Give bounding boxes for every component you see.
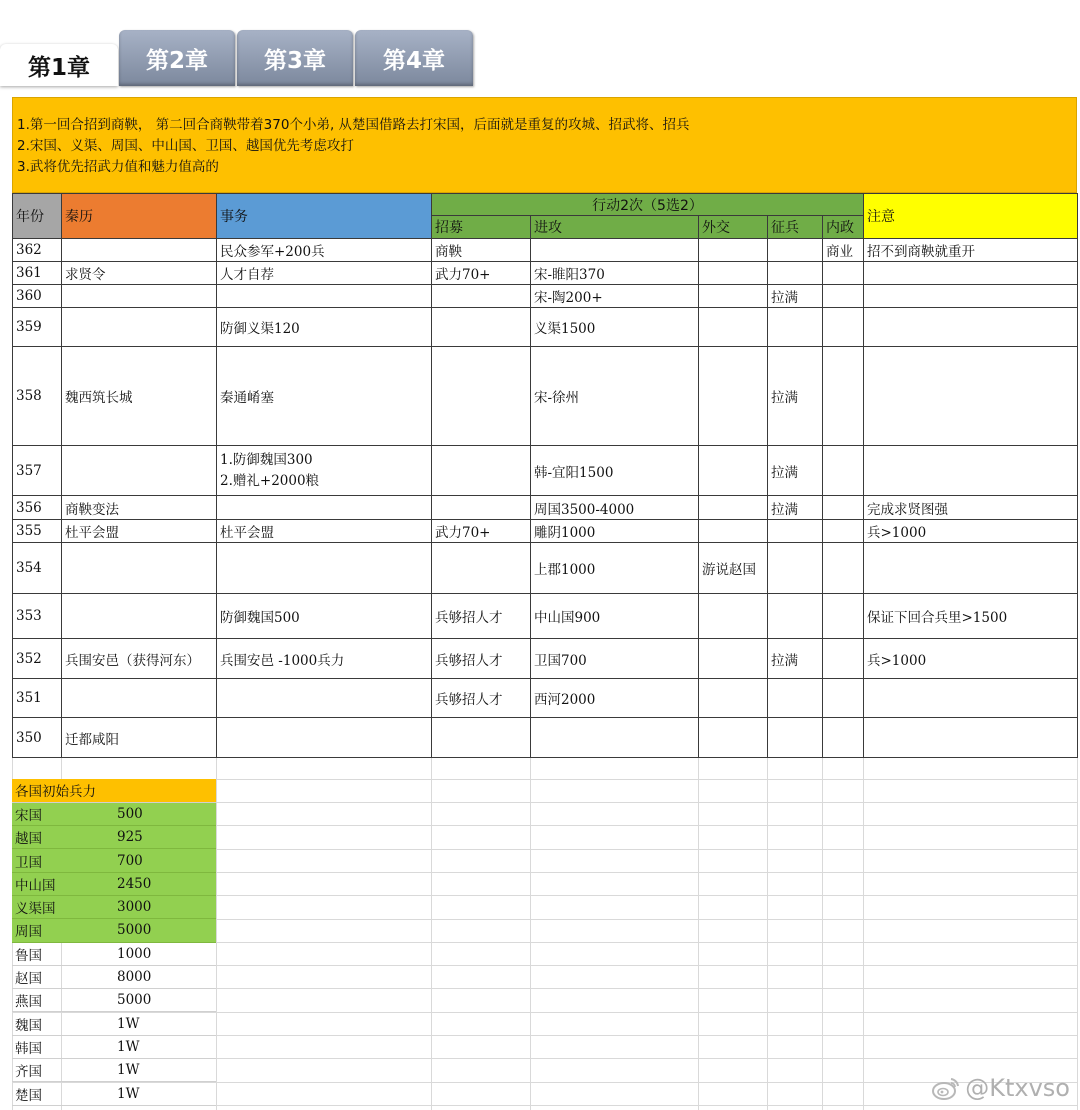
cell-conscript: [768, 262, 823, 285]
cell-note: [864, 262, 1078, 285]
tab-chapter-2[interactable]: 第2章: [119, 30, 235, 86]
cell-diplomacy: [699, 718, 768, 758]
cell-diplomacy: [699, 347, 768, 446]
cell-year: 350: [13, 718, 62, 758]
cell-year: 356: [13, 496, 62, 520]
cell-internal: [823, 543, 864, 594]
table-row: [13, 262, 1078, 285]
strategy-notes: [12, 97, 1077, 193]
tab-chapter-3[interactable]: 第3章: [237, 30, 353, 86]
cell-event: [217, 718, 432, 758]
list-item: [12, 1035, 216, 1058]
cell-attack: 周国3500-4000: [531, 496, 699, 520]
cell-year: 351: [13, 679, 62, 718]
cell-note: [864, 347, 1078, 446]
cell-qin: [62, 543, 217, 594]
cell-internal: [823, 446, 864, 496]
cell-note: 兵>1000: [864, 639, 1078, 679]
cell-qin: [62, 239, 217, 262]
state-name: 宋国: [12, 802, 114, 825]
cell-conscript: 拉满: [768, 446, 823, 496]
state-troops: 1W: [114, 1059, 216, 1082]
cell-note: 兵>1000: [864, 520, 1078, 543]
list-item: [12, 895, 216, 918]
cell-recruit: [432, 543, 531, 594]
cell-internal: 商业: [823, 239, 864, 262]
cell-diplomacy: [699, 239, 768, 262]
state-troops: 1W: [114, 1082, 216, 1105]
header-qin-calendar: 秦历: [62, 194, 217, 239]
cell-event: 防御魏国500: [217, 594, 432, 639]
cell-note: [864, 718, 1078, 758]
cell-event: [217, 446, 432, 496]
cell-note: [864, 308, 1078, 347]
state-name: 楚国: [12, 1082, 114, 1105]
cell-qin: [62, 308, 217, 347]
state-troops: 1000: [114, 942, 216, 965]
cell-attack: 韩-宜阳1500: [531, 446, 699, 496]
cell-conscript: [768, 239, 823, 262]
cell-qin: [62, 446, 217, 496]
table-row: [13, 496, 1078, 520]
state-troops: 1W: [114, 1035, 216, 1058]
list-item: [12, 826, 216, 849]
header-attack: 进攻: [531, 216, 699, 239]
cell-conscript: [768, 679, 823, 718]
cell-qin: 商鞅变法: [62, 496, 217, 520]
cell-note: [864, 679, 1078, 718]
cell-event: 杜平会盟: [217, 520, 432, 543]
list-item: [12, 1082, 216, 1105]
cell-recruit: 兵够招人才: [432, 639, 531, 679]
table-row: [13, 543, 1078, 594]
cell-internal: [823, 347, 864, 446]
cell-conscript: 拉满: [768, 285, 823, 308]
cell-event: [217, 679, 432, 718]
header-internal: 内政: [823, 216, 864, 239]
cell-note: 完成求贤图强: [864, 496, 1078, 520]
cell-qin: 兵围安邑（获得河东）: [62, 639, 217, 679]
state-troops: 5000: [114, 919, 216, 942]
cell-conscript: [768, 520, 823, 543]
cell-conscript: 拉满: [768, 347, 823, 446]
cell-conscript: [768, 308, 823, 347]
cell-event: 民众参军+200兵: [217, 239, 432, 262]
state-troops: 3000: [114, 895, 216, 918]
cell-event: [217, 543, 432, 594]
cell-internal: [823, 639, 864, 679]
state-name: 中山国: [12, 872, 114, 895]
cell-note: [864, 446, 1078, 496]
cell-conscript: [768, 718, 823, 758]
cell-diplomacy: [699, 679, 768, 718]
table-row: [13, 679, 1078, 718]
cell-qin: [62, 285, 217, 308]
cell-year: 359: [13, 308, 62, 347]
note-line-1: 1.第一回合招到商鞅， 第二回合商鞅带着370个小弟, 从楚国借路去打宋国，后面就是重复的攻城、招武将、招兵: [17, 117, 690, 133]
state-name: 燕国: [12, 989, 114, 1012]
table-row: [13, 639, 1078, 679]
list-item: [12, 919, 216, 942]
header-recruit: 招募: [432, 216, 531, 239]
cell-qin: [62, 679, 217, 718]
initial-forces-table: [12, 779, 216, 1106]
strategy-table: [12, 193, 1078, 758]
table-row: [13, 520, 1078, 543]
state-troops: 500: [114, 802, 216, 825]
cell-year: 360: [13, 285, 62, 308]
state-troops: 5000: [114, 989, 216, 1012]
cell-note: [864, 285, 1078, 308]
state-troops: 1W: [114, 1012, 216, 1035]
note-line-2: 2.宋国、义渠、周国、中山国、卫国、越国优先考虑攻打: [17, 138, 354, 154]
cell-recruit: [432, 718, 531, 758]
cell-year: 354: [13, 543, 62, 594]
cell-event: [217, 285, 432, 308]
cell-internal: [823, 718, 864, 758]
header-diplomacy: 外交: [699, 216, 768, 239]
cell-recruit: 武力70+: [432, 262, 531, 285]
cell-attack: 西河2000: [531, 679, 699, 718]
cell-qin: 迁都咸阳: [62, 718, 217, 758]
table-row: [13, 718, 1078, 758]
cell-note: [864, 543, 1078, 594]
cell-recruit: [432, 308, 531, 347]
table-row: [13, 308, 1078, 347]
cell-recruit: [432, 285, 531, 308]
state-name: 鲁国: [12, 942, 114, 965]
cell-event: 防御义渠120: [217, 308, 432, 347]
list-item: [12, 1012, 216, 1035]
cell-year: 353: [13, 594, 62, 639]
cell-year: 362: [13, 239, 62, 262]
cell-internal: [823, 308, 864, 347]
header-note: 注意: [864, 194, 1078, 239]
cell-note: 招不到商鞅就重开: [864, 239, 1078, 262]
state-name: 魏国: [12, 1012, 114, 1035]
cell-internal: [823, 262, 864, 285]
state-name: 赵国: [12, 965, 114, 988]
header-year: 年份: [13, 194, 62, 239]
cell-qin: 魏西筑长城: [62, 347, 217, 446]
cell-internal: [823, 496, 864, 520]
tab-chapter-1[interactable]: 第1章: [0, 44, 118, 86]
forces-title: 各国初始兵力: [12, 779, 216, 802]
list-item: [12, 872, 216, 895]
state-name: 周国: [12, 919, 114, 942]
cell-conscript: [768, 594, 823, 639]
weibo-icon: [931, 1075, 961, 1101]
event-line-1: 1.防御魏国300: [220, 451, 313, 468]
table-row: [13, 239, 1078, 262]
header-event: 事务: [217, 194, 432, 239]
cell-diplomacy: [699, 594, 768, 639]
cell-diplomacy: [699, 262, 768, 285]
event-line-2: 2.赠礼+2000粮: [220, 472, 320, 489]
cell-event: 人才自荐: [217, 262, 432, 285]
cell-attack: [531, 718, 699, 758]
cell-year: 358: [13, 347, 62, 446]
cell-attack: [531, 239, 699, 262]
note-line-3: 3.武将优先招武力值和魅力值高的: [17, 159, 219, 175]
cell-conscript: 拉满: [768, 496, 823, 520]
cell-recruit: 武力70+: [432, 520, 531, 543]
cell-qin: 求贤令: [62, 262, 217, 285]
table-row: [13, 347, 1078, 446]
watermark-handle: @Ktxvso: [965, 1074, 1070, 1102]
cell-recruit: [432, 446, 531, 496]
cell-recruit: 兵够招人才: [432, 679, 531, 718]
state-troops: 925: [114, 826, 216, 849]
weibo-watermark: [931, 1074, 1070, 1102]
cell-diplomacy: [699, 308, 768, 347]
state-troops: 700: [114, 849, 216, 872]
cell-event: 秦通崤塞: [217, 347, 432, 446]
header-conscript: 征兵: [768, 216, 823, 239]
cell-year: 352: [13, 639, 62, 679]
state-name: 义渠国: [12, 895, 114, 918]
table-row: [13, 446, 1078, 496]
cell-recruit: 商鞅: [432, 239, 531, 262]
table-row: [13, 594, 1078, 639]
list-item: [12, 1059, 216, 1082]
cell-event: [217, 496, 432, 520]
cell-diplomacy: [699, 639, 768, 679]
cell-event: 兵围安邑 -1000兵力: [217, 639, 432, 679]
header-actions: 行动2次（5选2）: [432, 194, 864, 216]
cell-year: 361: [13, 262, 62, 285]
cell-attack: 卫国700: [531, 639, 699, 679]
cell-conscript: [768, 543, 823, 594]
cell-note: 保证下回合兵里>1500: [864, 594, 1078, 639]
cell-diplomacy: [699, 285, 768, 308]
cell-internal: [823, 679, 864, 718]
list-item: [12, 942, 216, 965]
list-item: [12, 849, 216, 872]
cell-qin: 杜平会盟: [62, 520, 217, 543]
chapter-tabs: [0, 30, 480, 86]
table-row: [13, 285, 1078, 308]
tab-chapter-4[interactable]: 第4章: [355, 30, 473, 86]
list-item: [12, 989, 216, 1012]
cell-diplomacy: [699, 496, 768, 520]
cell-attack: 上郡1000: [531, 543, 699, 594]
state-troops: 8000: [114, 965, 216, 988]
cell-attack: 义渠1500: [531, 308, 699, 347]
list-item: [12, 965, 216, 988]
state-name: 韩国: [12, 1035, 114, 1058]
cell-year: 355: [13, 520, 62, 543]
cell-recruit: [432, 347, 531, 446]
cell-internal: [823, 594, 864, 639]
state-name: 越国: [12, 826, 114, 849]
cell-attack: 宋-徐州: [531, 347, 699, 446]
cell-recruit: 兵够招人才: [432, 594, 531, 639]
cell-internal: [823, 520, 864, 543]
cell-recruit: [432, 496, 531, 520]
cell-attack: 雕阴1000: [531, 520, 699, 543]
cell-diplomacy: [699, 520, 768, 543]
state-name: 齐国: [12, 1059, 114, 1082]
cell-diplomacy: 游说赵国: [699, 543, 768, 594]
cell-qin: [62, 594, 217, 639]
cell-conscript: 拉满: [768, 639, 823, 679]
state-troops: 2450: [114, 872, 216, 895]
cell-attack: 宋-陶200+: [531, 285, 699, 308]
cell-year: 357: [13, 446, 62, 496]
state-name: 卫国: [12, 849, 114, 872]
cell-attack: 宋-睢阳370: [531, 262, 699, 285]
cell-attack: 中山国900: [531, 594, 699, 639]
cell-internal: [823, 285, 864, 308]
cell-diplomacy: [699, 446, 768, 496]
list-item: [12, 802, 216, 825]
